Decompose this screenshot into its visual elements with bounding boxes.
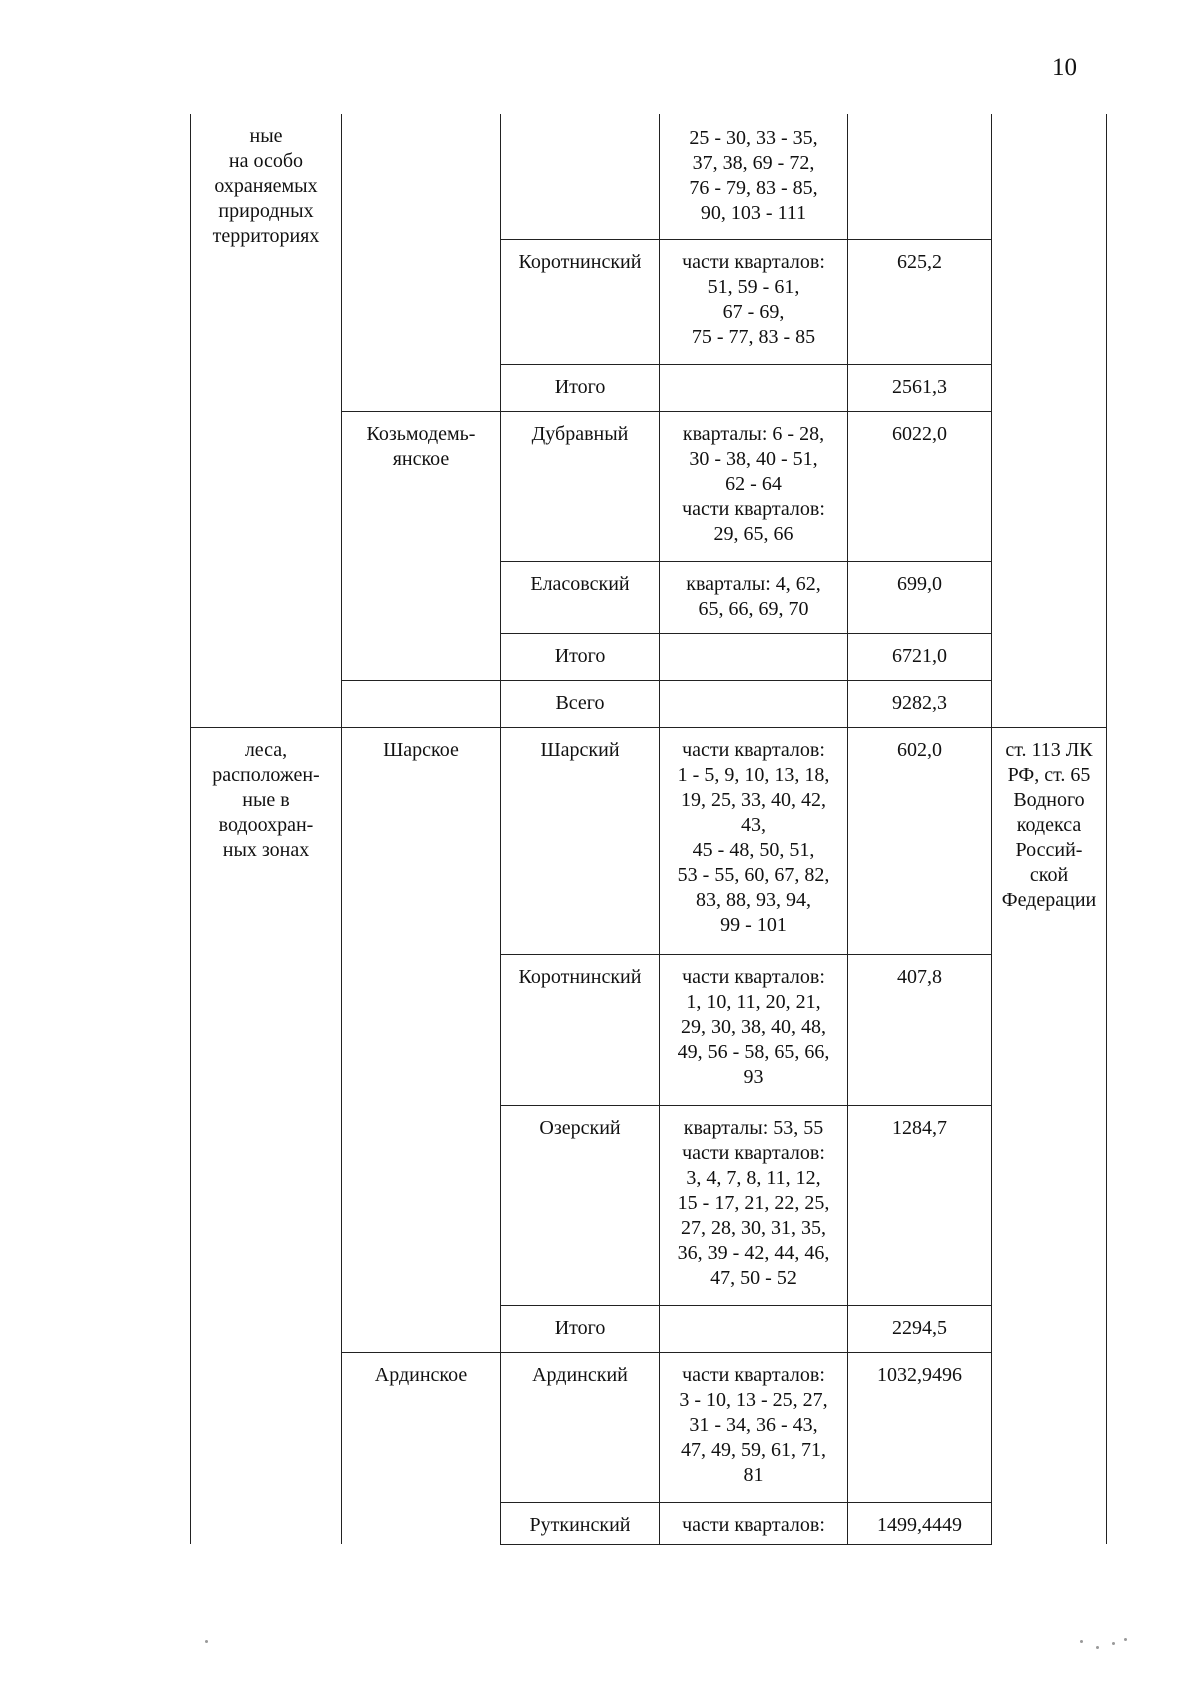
district-cell bbox=[342, 680, 501, 727]
area-cell: 602,0 bbox=[848, 727, 992, 954]
area-cell: 407,8 bbox=[848, 954, 992, 1105]
forestry-cell: Коротнинский bbox=[501, 954, 660, 1105]
page-number: 10 bbox=[1052, 54, 1077, 81]
area-cell: 2294,5 bbox=[848, 1305, 992, 1352]
forestry-cell: Еласовский bbox=[501, 561, 660, 633]
scan-speck bbox=[1124, 1638, 1127, 1641]
table-row bbox=[191, 727, 1107, 954]
quarters-cell: 25 - 30, 33 - 35, 37, 38, 69 - 72, 76 - 79, 83 - 85, 90, 103 - 111 bbox=[660, 114, 848, 239]
quarters-cell bbox=[660, 680, 848, 727]
area-cell: 9282,3 bbox=[848, 680, 992, 727]
quarters-cell: части кварталов: 3 - 10, 13 - 25, 27, 31 - 34, 36 - 43, 47, 49, 59, 61, 71, 81 bbox=[660, 1352, 848, 1502]
quarters-cell: кварталы: 53, 55 части кварталов: 3, 4, 7, 8, 11, 12, 15 - 17, 21, 22, 25, 27, 28, 30, 31, 35, 36, 39 - 42, 44, 46, 47, 50 - 52 bbox=[660, 1105, 848, 1305]
area-cell: 6022,0 bbox=[848, 411, 992, 561]
category-cell: ные на особо охраняемых природных территориях bbox=[191, 114, 342, 727]
scan-speck bbox=[1096, 1646, 1099, 1649]
forestry-cell: Руткинский bbox=[501, 1502, 660, 1544]
area-cell: 625,2 bbox=[848, 239, 992, 364]
district-cell bbox=[342, 114, 501, 411]
district-cell: Шарское bbox=[342, 727, 501, 1352]
scan-speck bbox=[1112, 1642, 1115, 1645]
area-cell bbox=[848, 114, 992, 239]
district-cell: Козьмодемь- янское bbox=[342, 411, 501, 680]
forestry-cell: Итого bbox=[501, 1305, 660, 1352]
area-cell: 1032,9496 bbox=[848, 1352, 992, 1502]
area-cell: 1499,4449 bbox=[848, 1502, 992, 1544]
forestry-cell: Дубравный bbox=[501, 411, 660, 561]
scan-speck bbox=[205, 1640, 208, 1643]
quarters-cell: кварталы: 6 - 28, 30 - 38, 40 - 51, 62 - 64 части кварталов: 29, 65, 66 bbox=[660, 411, 848, 561]
forestry-cell: Шарский bbox=[501, 727, 660, 954]
forestry-cell: Коротнинский bbox=[501, 239, 660, 364]
basis-cell: ст. 113 ЛК РФ, ст. 65 Водного кодекса Россий- ской Федерации bbox=[992, 727, 1107, 1544]
quarters-cell: кварталы: 4, 62, 65, 66, 69, 70 bbox=[660, 561, 848, 633]
quarters-cell: части кварталов: 1 - 5, 9, 10, 13, 18, 19, 25, 33, 40, 42, 43, 45 - 48, 50, 51, 53 - 55, 60, 67, 82, 83, 88, 93, 94, 99 - 101 bbox=[660, 727, 848, 954]
forestry-cell: Итого bbox=[501, 364, 660, 411]
area-cell: 6721,0 bbox=[848, 633, 992, 680]
forestry-cell: Ардинский bbox=[501, 1352, 660, 1502]
area-cell: 1284,7 bbox=[848, 1105, 992, 1305]
quarters-cell bbox=[660, 364, 848, 411]
forest-areas-table bbox=[190, 114, 1107, 1545]
quarters-cell: части кварталов: 51, 59 - 61, 67 - 69, 75 - 77, 83 - 85 bbox=[660, 239, 848, 364]
scan-speck bbox=[1080, 1640, 1083, 1643]
forestry-cell: Озерский bbox=[501, 1105, 660, 1305]
basis-cell bbox=[992, 114, 1107, 727]
quarters-cell: части кварталов: bbox=[660, 1502, 848, 1544]
area-cell: 699,0 bbox=[848, 561, 992, 633]
category-cell: леса, расположен- ные в водоохран- ных зонах bbox=[191, 727, 342, 1544]
forestry-cell: Итого bbox=[501, 633, 660, 680]
quarters-cell: части кварталов: 1, 10, 11, 20, 21, 29, 30, 38, 40, 48, 49, 56 - 58, 65, 66, 93 bbox=[660, 954, 848, 1105]
quarters-cell bbox=[660, 1305, 848, 1352]
quarters-cell bbox=[660, 633, 848, 680]
district-cell: Ардинское bbox=[342, 1352, 501, 1544]
forestry-cell bbox=[501, 114, 660, 239]
table-row bbox=[191, 114, 1107, 239]
area-cell: 2561,3 bbox=[848, 364, 992, 411]
forestry-cell: Всего bbox=[501, 680, 660, 727]
